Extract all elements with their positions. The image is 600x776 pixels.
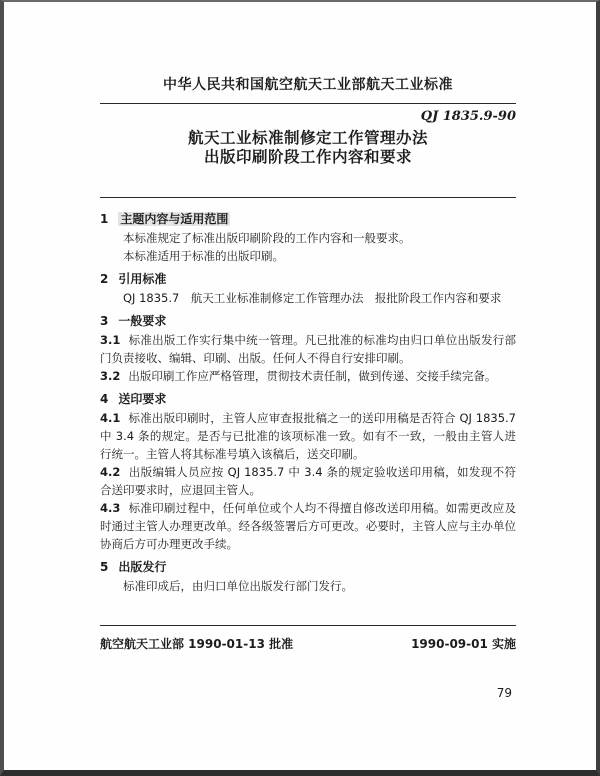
paragraph xyxy=(100,463,516,499)
section-heading xyxy=(100,210,516,228)
section-title: 引用标准 xyxy=(118,272,167,286)
section-number: 1 xyxy=(100,212,109,226)
paragraph: QJ 1835.7 航天工业标准制修定工作管理办法 报批阶段工作内容和要求 xyxy=(123,291,502,305)
section-printing-submission xyxy=(100,390,516,553)
section-number: 3 xyxy=(100,314,109,328)
paragraph xyxy=(100,409,516,463)
paragraph: 标准印成后，由归口单位出版发行部门发行。 xyxy=(123,579,353,593)
title-body-divider-rule xyxy=(100,197,516,198)
paragraph xyxy=(100,367,516,385)
header-rule xyxy=(100,103,516,104)
paragraph: 本标准规定了标准出版印刷阶段的工作内容和一般要求。 xyxy=(123,231,411,245)
section-title: 主题内容与适用范围 xyxy=(120,212,229,226)
section-number: 5 xyxy=(100,560,109,574)
footer xyxy=(100,635,516,652)
clause-number: 4.3 xyxy=(100,501,121,515)
clause-number: 3.1 xyxy=(100,333,121,347)
title-line-1: 航天工业标准制修定工作管理办法 xyxy=(187,129,428,147)
paragraph-text: 出版印刷工作应严格管理，贯彻技术责任制，做到传递、交接手续完备。 xyxy=(128,369,497,383)
section-heading xyxy=(100,390,516,408)
section-heading xyxy=(100,270,516,288)
approval-info: 航空航天工业部 1990-01-13 批准 xyxy=(100,637,294,651)
clause-number: 4.1 xyxy=(100,411,121,425)
clause-number: 4.2 xyxy=(100,465,121,479)
section-number: 2 xyxy=(100,272,109,286)
document-body xyxy=(100,210,516,595)
section-heading xyxy=(100,312,516,330)
page-number: 79 xyxy=(496,686,512,700)
section-scope xyxy=(100,210,516,265)
paragraph-text: 标准出版工作实行集中统一管理。凡已批准的标准均由归口单位出版发行部门负责接收、编辑、印刷、出版。任何人不得自行安排印刷。 xyxy=(100,333,516,365)
paragraph-text: 标准印刷过程中，任何单位或个人均不得擅自修改送印用稿。如需更改应及时通过主管人办理更改单。经各级签署后方可更改。必要时，主管人应与主办单位协商后方可办理更改手续。 xyxy=(100,501,516,551)
document-header xyxy=(100,74,516,167)
section-general-requirements xyxy=(100,312,516,385)
standard-number: QJ 1835.9-90 xyxy=(420,109,516,124)
section-number: 4 xyxy=(100,392,109,406)
clause-number: 3.2 xyxy=(100,369,121,383)
section-title: 一般要求 xyxy=(118,314,167,328)
paragraph xyxy=(100,331,516,367)
footer-rule xyxy=(100,625,516,626)
section-publication-distribution xyxy=(100,558,516,595)
implementation-info: 1990-09-01 实施 xyxy=(411,637,516,651)
paragraph: 本标准适用于标准的出版印刷。 xyxy=(123,249,284,263)
issuing-org-line: 中华人民共和国航空航天工业部航天工业标准 xyxy=(163,77,453,93)
section-heading xyxy=(100,558,516,576)
paragraph xyxy=(100,499,516,553)
section-title: 送印要求 xyxy=(118,392,167,406)
document-title xyxy=(100,129,516,167)
title-line-2: 出版印刷阶段工作内容和要求 xyxy=(203,148,412,166)
paragraph-text: 出版编辑人员应按 QJ 1835.7 中 3.4 条的规定验收送印用稿，如发现不符合送印要求时，应退回主管人。 xyxy=(100,465,516,497)
section-title: 出版发行 xyxy=(118,560,167,574)
section-references xyxy=(100,270,516,307)
paragraph-text: 标准出版印刷时，主管人应审查报批稿之一的送印用稿是否符合 QJ 1835.7 中 3.4 条的规定。是否与已批准的该项标准一致。如有不一致，一般由主管人进行统一。主管人将其标准号填入该稿后，送交印刷。 xyxy=(100,411,516,461)
